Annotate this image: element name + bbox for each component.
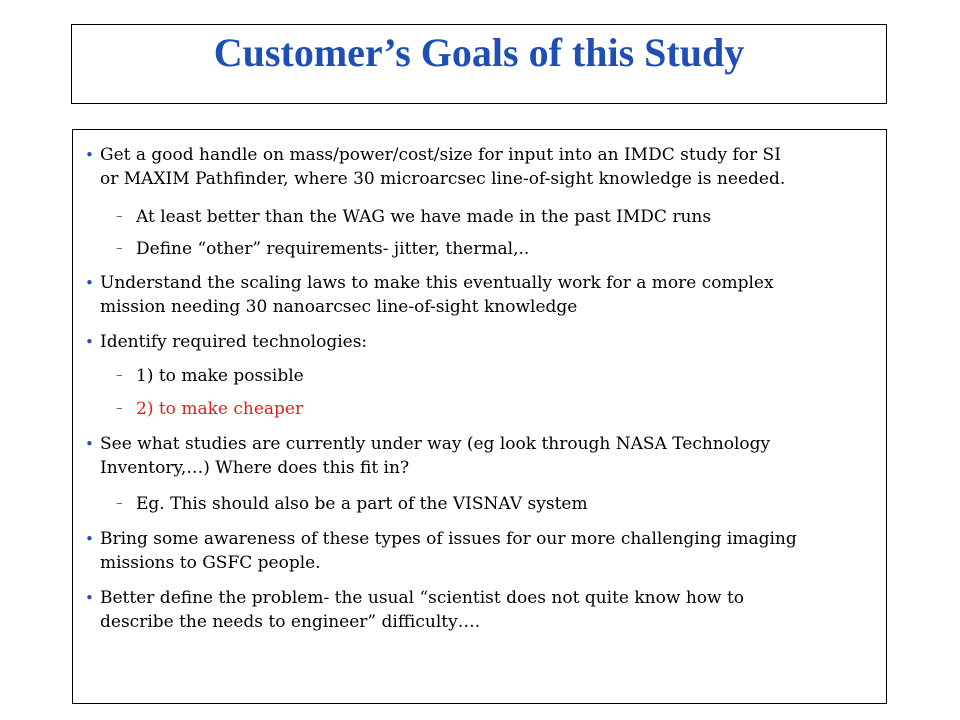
slide-title: Customer’s Goals of this Study	[213, 30, 745, 75]
content-box	[72, 129, 887, 704]
bullet-text-line: mission needing 30 nanoarcsec line-of-sight knowledge	[100, 297, 578, 317]
bullet-dot-icon: •	[85, 435, 94, 453]
sub-bullet-text: 1) to make possible	[136, 366, 304, 386]
bullet-text-line: See what studies are currently under way (eg look through NASA Technology	[100, 434, 771, 454]
bullet-item	[73, 432, 886, 480]
sub-bullet-text: At least better than the WAG we have made in the past IMDC runs	[136, 207, 712, 227]
dash-icon: –	[116, 401, 123, 416]
bullet-dot-icon: •	[85, 589, 94, 607]
bullet-item	[73, 271, 886, 319]
sub-bullet-item	[73, 492, 886, 516]
bullet-dot-icon: •	[85, 333, 94, 351]
bullet-text-line: Better define the problem- the usual “scientist does not quite know how to	[100, 588, 745, 608]
bullet-dot-icon: •	[85, 274, 94, 292]
dash-icon: –	[116, 241, 123, 256]
bullet-item	[73, 527, 886, 575]
bullet-text-line: missions to GSFC people.	[100, 553, 321, 573]
bullet-text-line: describe the needs to engineer” difficulty….	[100, 612, 481, 632]
dash-icon: –	[116, 368, 123, 383]
sub-bullet-item	[73, 364, 886, 388]
sub-bullet-text-highlighted: 2) to make cheaper	[136, 399, 304, 419]
bullet-dot-icon: •	[85, 146, 94, 164]
bullet-text-line: Understand the scaling laws to make this eventually work for a more complex	[100, 273, 774, 293]
bullet-text-line: Bring some awareness of these types of issues for our more challenging imaging	[100, 529, 797, 549]
bullet-item	[73, 143, 886, 191]
bullet-item	[73, 330, 886, 354]
sub-bullet-text: Eg. This should also be a part of the VISNAV system	[136, 494, 588, 514]
bullet-text-line: Inventory,…) Where does this fit in?	[100, 458, 410, 478]
sub-bullet-item	[73, 237, 886, 261]
sub-bullet-text: Define “other” requirements- jitter, thermal,..	[136, 239, 530, 259]
bullet-text-line: Identify required technologies:	[100, 332, 368, 352]
bullet-text-line: or MAXIM Pathfinder, where 30 microarcsec line-of-sight knowledge is needed.	[100, 169, 786, 189]
title-box	[71, 24, 887, 104]
dash-icon: –	[116, 209, 123, 224]
bullet-dot-icon: •	[85, 530, 94, 548]
sub-bullet-item-highlighted	[73, 397, 886, 421]
sub-bullet-item	[73, 205, 886, 229]
dash-icon: –	[116, 496, 123, 511]
bullet-text-line: Get a good handle on mass/power/cost/size for input into an IMDC study for SI	[100, 145, 781, 165]
bullet-item	[73, 586, 886, 634]
